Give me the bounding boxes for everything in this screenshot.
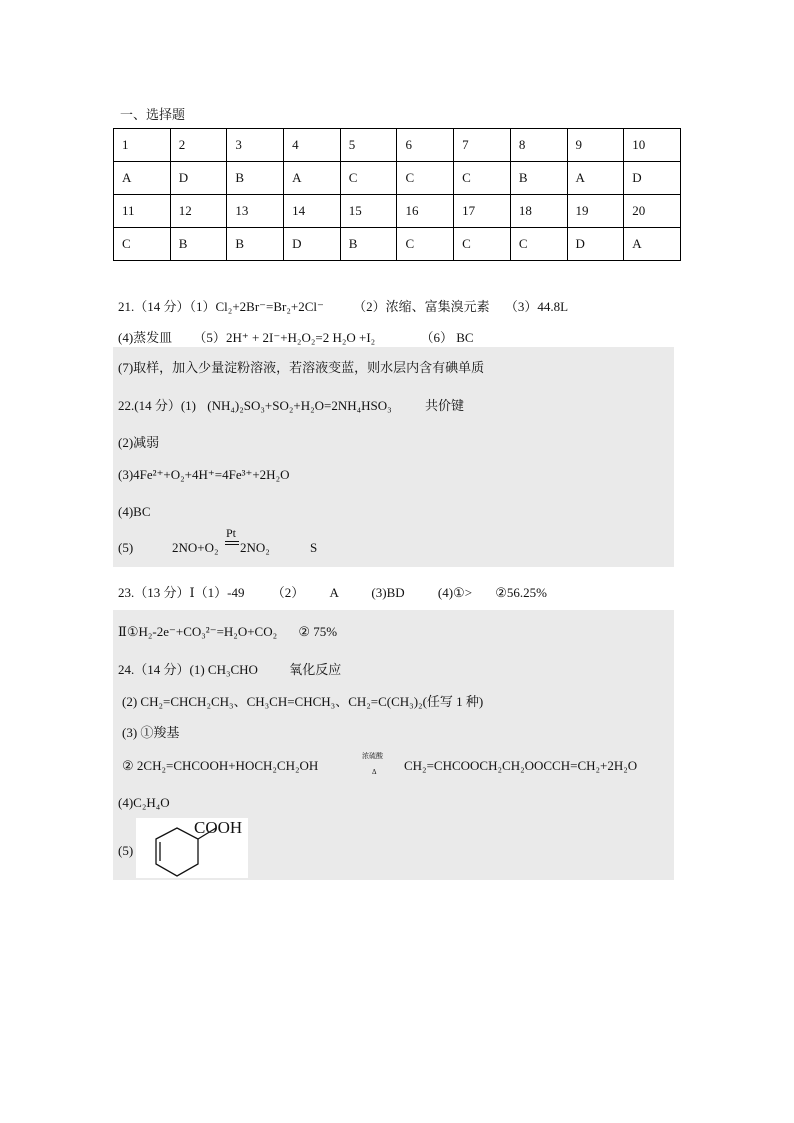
table-cell: B (227, 228, 284, 261)
q24-part4: (4)C₂H₄O (118, 795, 170, 810)
cyclohexene-carboxylic-acid-structure (136, 818, 248, 878)
table-cell: A (114, 162, 171, 195)
table-cell: B (510, 162, 567, 195)
q22-line1 (118, 395, 464, 414)
table-row (114, 228, 681, 261)
table-cell: C (340, 162, 397, 195)
table-cell: B (170, 228, 227, 261)
q21-part7: (7)取样，加入少量淀粉溶液，若溶液变蓝，则水层内含有碘单质 (118, 360, 485, 375)
table-cell: A (284, 162, 341, 195)
table-cell: 3 (227, 129, 284, 162)
q22-part5-catalyst: Pt (226, 526, 237, 540)
table-cell: C (454, 162, 511, 195)
q22-part5-extra: S (310, 540, 318, 555)
table-cell: 6 (397, 129, 454, 162)
table-cell: D (284, 228, 341, 261)
table-cell: A (624, 228, 681, 261)
q22-line3 (118, 467, 290, 483)
table-cell: 1 (114, 129, 171, 162)
q22-arrow-line-bottom (225, 544, 239, 545)
q21-header: 21.（14 分）（1） (118, 299, 216, 314)
q22-part5-label: (5) (118, 540, 134, 555)
q21-line2 (118, 327, 474, 346)
q23-part4b: ②56.25% (495, 585, 548, 600)
q24-part3b-right: CH₂=CHCOOCH₂CH₂OOCCH=CH₂+2H₂O (404, 758, 638, 773)
table-cell: 11 (114, 195, 171, 228)
q24-part1-type: 氧化反应 (289, 662, 342, 677)
q22-part3-label: (3) (118, 467, 134, 482)
q22-arrow-line-top (225, 541, 239, 542)
q23-partII-label: Ⅱ① (118, 624, 139, 639)
q22-part1-bond: 共价键 (424, 398, 464, 413)
q22-part2: (2)减弱 (118, 435, 160, 450)
table-cell: C (114, 228, 171, 261)
q21-part1-formula: Cl₂+2Br⁻=Br₂+2Cl⁻ (215, 299, 324, 314)
table-cell: 7 (454, 129, 511, 162)
q23-header: 23.（13 分）Ⅰ（1）-49 (118, 585, 245, 600)
table-cell: D (170, 162, 227, 195)
q23-part3: (3)BD (371, 585, 405, 600)
table-row (114, 162, 681, 195)
table-cell: 14 (284, 195, 341, 228)
table-cell: C (510, 228, 567, 261)
table-cell: B (340, 228, 397, 261)
q22-part5-left: 2NO+O₂ (172, 540, 219, 555)
q24-part3b-cond-top: 浓硫酸 (362, 752, 383, 760)
q22-part4: (4)BC (118, 504, 151, 519)
table-cell: 20 (624, 195, 681, 228)
q23-part2-answer: A (329, 585, 339, 600)
q24-part2: (2) CH₂=CHCH₂CH₃、CH₃CH=CHCH₃、CH₂=C(CH₃)₂(任写 1 种) (122, 694, 484, 709)
q21-part3: （3）44.8L (504, 299, 569, 314)
q21-part2: （2）浓缩、富集溴元素 (353, 299, 490, 314)
q21-part4: (4)蒸发皿 (118, 330, 173, 345)
q23-line2 (118, 624, 337, 640)
table-cell: 19 (567, 195, 624, 228)
q21-part5-formula: 2H⁺ + 2I⁻+H₂O₂=2 H₂O +I₂ (225, 330, 376, 345)
table-cell: 13 (227, 195, 284, 228)
q23-partII-formula: H₂-2e⁻+CO₃²⁻=H₂O+CO₂ (138, 624, 278, 639)
table-cell: 10 (624, 129, 681, 162)
q24-part3: (3) ①羧基 (122, 725, 180, 740)
table-row (114, 129, 681, 162)
q22-part5-right: 2NO₂ (240, 540, 270, 555)
table-cell: 15 (340, 195, 397, 228)
shaded-block-q21-q22 (113, 347, 674, 567)
table-cell: C (397, 162, 454, 195)
table-cell: C (397, 228, 454, 261)
table-cell: B (227, 162, 284, 195)
q24-line1 (118, 659, 341, 678)
answer-table (113, 128, 681, 261)
q22-header: 22.(14 分）(1) (118, 398, 196, 413)
q21-part5-label: （5） (193, 330, 226, 345)
q24-part3b-cond-bottom: Δ (372, 768, 377, 776)
table-cell: 4 (284, 129, 341, 162)
table-cell: 18 (510, 195, 567, 228)
table-cell: 12 (170, 195, 227, 228)
table-cell: A (567, 162, 624, 195)
table-cell: D (624, 162, 681, 195)
table-row (114, 195, 681, 228)
q22-part3-formula: 4Fe²⁺+O₂+4H⁺=4Fe³⁺+2H₂O (133, 467, 290, 482)
table-cell: 2 (170, 129, 227, 162)
table-cell: C (454, 228, 511, 261)
q21-line1 (118, 296, 568, 315)
table-cell: 17 (454, 195, 511, 228)
q23-partII-b: ② 75% (298, 624, 338, 639)
q24-header: 24.（14 分）(1) CH₃CHO (118, 662, 258, 677)
q23-line1 (118, 582, 547, 601)
table-cell: 16 (397, 195, 454, 228)
q23-part2: （2） (271, 585, 305, 600)
cooh-group-label: COOH (194, 818, 243, 837)
q24-part3b-left: ② 2CH₂=CHCOOH+HOCH₂CH₂OH (122, 758, 319, 773)
q24-part5-label: (5) (118, 843, 134, 858)
table-cell: D (567, 228, 624, 261)
q23-part4: (4)①> (437, 585, 473, 600)
table-cell: 9 (567, 129, 624, 162)
table-cell: 5 (340, 129, 397, 162)
table-cell: 8 (510, 129, 567, 162)
section-title: 一、选择题 (120, 107, 186, 122)
q21-part6: （6） BC (420, 330, 474, 345)
q22-part1-formula: (NH₄)₂SO₃+SO₂+H₂O=2NH₄HSO₃ (207, 398, 392, 413)
